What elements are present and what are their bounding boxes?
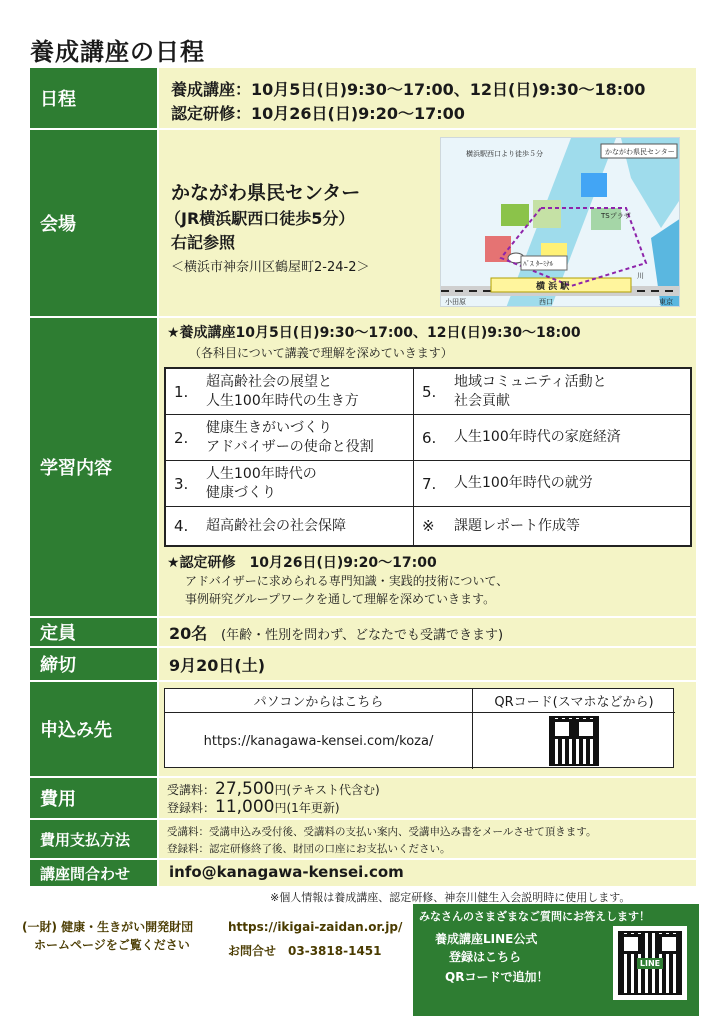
map-ts-plaza-label: TSプラザ [601,212,631,220]
fee-row [30,778,696,818]
map-river-label: 川 [637,272,644,280]
training-desc-1: アドバイザーに求められる専門知識・実践的技術について、 [185,574,509,588]
contact-label: 講座問合わせ [30,860,157,886]
payment-line-2: 登録料：認定研修終了後、財団の口座にお支払いください。 [167,843,451,855]
venue-address: ＜横浜市神奈川区鶴屋町2-24-2＞ [171,260,370,275]
apply-qr-cell [473,713,675,769]
course-text: 人生100年時代の生き方 [206,392,359,409]
venue-content [159,130,696,316]
deadline-label: 締切 [30,648,157,680]
course-number: 1. [174,382,189,401]
payment-row [30,820,696,858]
deadline-value: 9月20日(土) [169,656,266,675]
footer-org [22,918,193,954]
registration-unit: 円(1年更新) [274,801,340,815]
venue-label: 会場 [30,130,157,316]
map-terminal-label: ﾊﾞｽ ﾀｰﾐﾅﾙ [523,260,554,268]
contact-content [159,860,696,886]
qr-header: QRコード(スマホなどから) [473,689,675,713]
registration-value: 11,000 [215,797,275,817]
course-number: 2. [174,428,189,447]
course-text: 社会貢献 [454,392,510,409]
contact-row [30,860,696,886]
course-number: 6. [422,428,437,447]
schedule-line-1: 養成講座：10月5日(日)9:30～17:00、12日(日)9:30～18:00 [171,80,646,99]
course-text: 超高齢社会の社会保障 [206,517,346,534]
course-number: ※ [422,517,435,535]
privacy-note: ※個人情報は養成講座、認定研修、神奈川健生入会説明時に使用します。 [270,891,631,904]
footer-org-name: (一財) 健康・生きがい開発財団 [22,920,194,934]
capacity-label: 定員 [30,618,157,646]
learning-label: 学習内容 [30,318,157,616]
course-header: ★養成講座10月5日(日)9:30～17:00、12日(日)9:30～18:00 [167,325,581,341]
tuition-label: 受講料： [167,783,216,797]
course-table [164,367,692,547]
training-desc-2: 事例研究グループワークを通して理解を深めていきます。 [185,592,496,606]
map-station-label: 横 浜 駅 [536,282,570,292]
schedule-label: 日程 [30,68,157,128]
payment-label: 費用支払方法 [30,820,157,858]
course-cell [414,415,690,461]
course-cell [414,461,690,507]
course-text: 健康づくり [206,484,276,501]
course-text: 地域コミュニティ活動と [454,373,607,390]
course-text: 超高齢社会の展望と [206,373,332,390]
capacity-row [30,618,696,646]
line-box [413,904,699,1016]
course-cell [414,507,690,545]
pc-header: パソコンからはこちら [165,689,473,713]
line-qr-label: LINE [637,958,663,969]
footer-org-sub: ホームページをご覧ください [34,938,190,952]
registration-line [167,797,340,817]
fee-content [159,778,696,818]
apply-label: 申込み先 [30,682,157,776]
schedule-line-2: 認定研修：10月26日(日)9:20～17:00 [171,104,465,123]
schedule-content [159,68,696,128]
venue-row [30,130,696,316]
course-number: 3. [174,474,189,493]
course-number: 4. [174,517,189,535]
map-walk-label: 横浜駅西口より徒歩５分 [466,150,543,158]
course-cell [166,507,414,545]
course-text: 人生100年時代の [206,465,317,482]
course-subheader: （各科目について講義で理解を深めていきます） [189,346,453,360]
footer-url[interactable]: https://ikigai-zaidan.or.jp/ [228,920,403,934]
venue-name: かながわ県民センター [171,182,361,204]
venue-map [440,137,680,307]
map-tokyo-label: 東京 [659,298,673,306]
venue-access: （JR横浜駅西口徒歩5分） [165,209,355,228]
course-cell [414,369,690,415]
course-number: 7. [422,474,437,493]
tuition-unit: 円(テキスト代含む) [274,783,380,797]
line-text-3: QRコードで追加！ [445,970,549,984]
course-text: 課題レポート作成等 [454,517,580,534]
apply-content [159,682,696,776]
venue-note: 右記参照 [171,233,236,252]
contact-email[interactable]: info@kanagawa-kensei.com [169,863,404,881]
tuition-line [167,779,380,799]
line-banner: みなさんのさまざまなご質問にお答えします！ [419,910,650,923]
map-graphic [441,138,680,307]
deadline-row [30,648,696,680]
line-text-2: 登録はこちら [449,950,522,964]
course-number: 5. [422,382,437,401]
course-cell [166,461,414,507]
payment-content [159,820,696,858]
apply-url-link[interactable]: https://kanagawa-kensei.com/koza/ [165,713,473,769]
map-odawara-label: 小田原 [445,298,466,306]
registration-label: 登録料： [167,801,216,815]
capacity-note: (年齢・性別を問わず、どなたでも受講できます) [221,628,504,643]
footer-phone-label: お問合せ [228,944,277,958]
apply-row [30,682,696,776]
learning-row [30,318,696,616]
map-center-label: かながわ県民センター [605,148,675,156]
apply-qr-code[interactable] [549,716,599,766]
line-text-1: 養成講座LINE公式 [435,932,538,946]
payment-line-1: 受講料：受講申込み受付後、受講料の支払い案内、受講申込み書をメールさせて頂きます。 [167,826,597,838]
course-text: 健康生きがいづくり [206,419,332,436]
course-text: アドバイザーの使命と役割 [206,438,374,455]
capacity-content [159,618,696,646]
footer-phone[interactable]: 03-3818-1451 [288,944,382,958]
deadline-content [159,648,696,680]
learning-content [159,318,696,616]
apply-table [164,688,674,768]
tuition-value: 27,500 [215,779,275,799]
training-header: ★認定研修 10月26日(日)9:20～17:00 [167,555,437,571]
map-exit-label: 西口 [539,298,553,306]
capacity-value: 20名 [169,624,208,643]
course-cell [166,415,414,461]
line-qr-code[interactable] [613,926,687,1000]
footer-phone-line [228,942,382,959]
page-title: 養成講座の日程 [30,38,205,66]
fee-label: 費用 [30,778,157,818]
course-cell [166,369,414,415]
course-text: 人生100年時代の家庭経済 [454,429,621,445]
course-text: 人生100年時代の就労 [454,475,593,491]
schedule-row [30,68,696,128]
